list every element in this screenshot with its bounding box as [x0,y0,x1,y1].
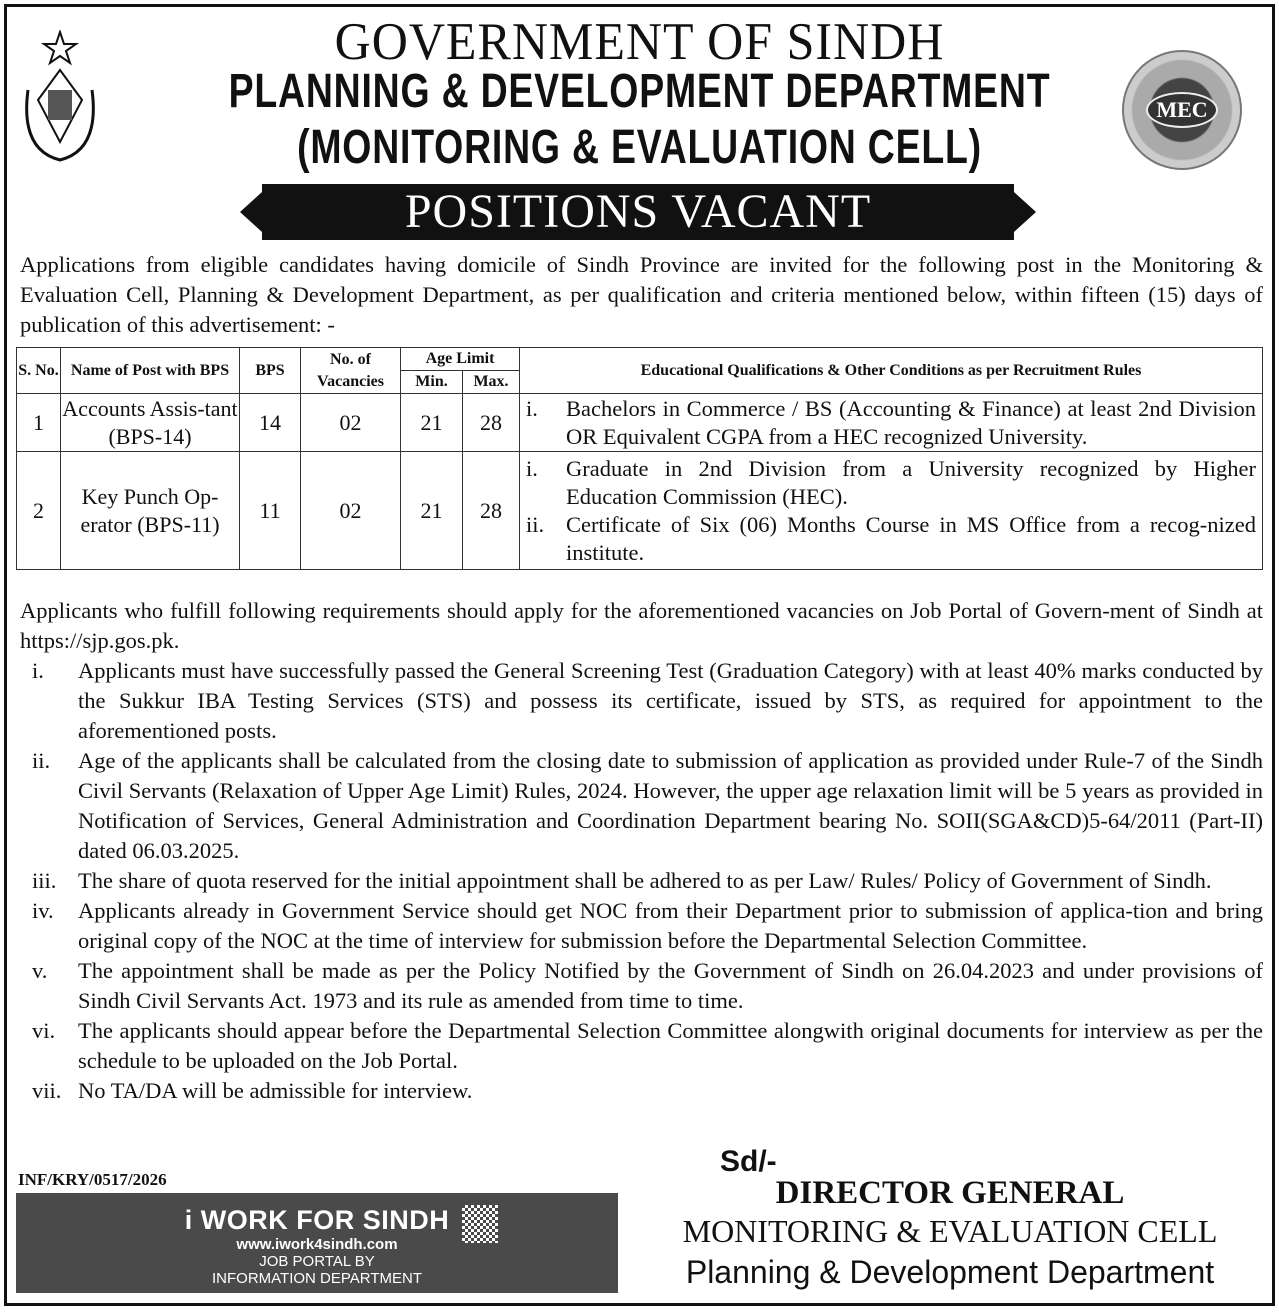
signature-org: MONITORING & EVALUATION CELL [682,1213,1218,1249]
header-cell: (MONITORING & EVALUATION CELL) [297,121,982,174]
header-name: Name of Post with BPS [61,348,240,394]
header-age: Age Limit [401,348,520,371]
item-text: Applicants must have successfully passed the General Screening Test (Graduation Category) with at least 40% marks conducted by the Sukkur IBA Testing Services (STS) and possess its certificate, issued by STS, as required for appointment to the aforementioned posts. [78,658,1263,743]
requirement-item [20,896,1263,956]
header-sno: S. No. [17,348,61,394]
cell-bps: 14 [240,394,301,452]
footer-line1: JOB PORTAL BY [259,1253,375,1270]
qr-code-icon [462,1205,498,1243]
qualification-item [520,511,1262,567]
item-number: i. [32,658,44,683]
item-text: No TA/DA will be admissible for interview. [78,1078,473,1103]
item-text: Graduate in 2nd Division from a University recognized by Higher Education Commission (HEC). [566,455,1256,509]
requirement-item [20,956,1263,1016]
cell-bps: 11 [240,452,301,570]
footer-title: i WORK FOR SINDH [184,1205,450,1235]
cell-min: 21 [401,394,463,452]
item-number: vii. [32,1078,62,1103]
cell-min: 21 [401,452,463,570]
signature-sd: Sd/- [720,1145,777,1178]
item-text: Applicants already in Government Service should get NOC from their Department prior to submission of applica-tion and bring original copy of the NOC at the time of interview for submission before the Departmental Selection Committee. [78,898,1263,953]
item-number: ii. [526,511,545,537]
footer-url: www.iwork4sindh.com [236,1236,398,1253]
cell-max: 28 [463,452,520,570]
positions-vacant-banner: POSITIONS VACANT [262,184,1014,240]
qualification-item [520,395,1262,451]
intro-paragraph: Applications from eligible candidates having domicile of Sindh Province are invited for the following post in the Monitoring & Evaluation Cell, Planning & Development Department, as per qualification and criteria mentioned below, within fifteen (15) days of publication of this advertisement: - [20,252,1263,337]
header-department: PLANNING & DEVELOPMENT DEPARTMENT [228,65,1051,118]
item-number: i. [526,455,538,481]
reference-number: INF/KRY/0517/2026 [18,1170,167,1189]
item-number: i. [526,395,538,421]
header-edu: Educational Qualifications & Other Conditions as per Recruitment Rules [520,348,1263,394]
item-number: iii. [32,868,57,893]
item-number: ii. [32,748,51,773]
requirements-list [20,656,1263,1106]
item-text: Age of the applicants shall be calculated from the closing date to submission of application as provided under Rule-7 of the Sindh Civil Servants (Relaxation of Upper Age Limit) Rules, 2024. However, the upper age relaxation limit will be 5 years as provided in Notification of Services, General Administration and Coordination Department bearing No. SOII(SGA&CD)5-64/2011 (Part-II) dated 06.03.2025. [78,748,1263,863]
header-max: Max. [463,371,520,394]
header-government: GOVERNMENT OF SINDH [334,11,945,71]
vacancies-table [16,347,1263,570]
requirement-item [20,1076,1263,1106]
qualification-item [520,455,1262,511]
iwork-for-sindh-banner [16,1193,618,1293]
requirement-item [20,656,1263,746]
cell-edu [520,452,1263,570]
item-text: The applicants should appear before the Departmental Selection Committee alongwith original documents for interview as per the schedule to be uploaded on the Job Portal. [78,1018,1263,1073]
requirement-item [20,746,1263,866]
header-min: Min. [401,371,463,394]
item-text: Bachelors in Commerce / BS (Accounting & Finance) at least 2nd Division OR Equivalent CGPA from a HEC recognized University. [566,395,1256,449]
item-text: The appointment shall be made as per the Policy Notified by the Government of Sindh on 26.04.2023 and under provisions of Sindh Civil Servants Act. 1973 and its rule as amended from time to time. [78,958,1263,1013]
signature-dept: Planning & Development Department [685,1254,1215,1290]
cell-vacancies: 02 [301,452,401,570]
cell-name: Key Punch Op-erator (BPS-11) [61,452,240,570]
item-text: Certificate of Six (06) Months Course in MS Office from a recog-nized institute. [566,511,1256,565]
table-row [17,452,1263,570]
item-number: iv. [32,898,54,923]
mec-logo: MEC [1122,50,1242,170]
signature-title: DIRECTOR GENERAL [775,1175,1125,1211]
requirements-intro: Applicants who fulfill following requirements should apply for the aforementioned vacancies on Job Portal of Govern-ment of Sindh at https://sjp.gos.pk. [20,598,1263,653]
header-bps: BPS [240,348,301,394]
requirement-item [20,866,1263,896]
cell-edu [520,394,1263,452]
requirement-item [20,1016,1263,1076]
item-text: The share of quota reserved for the initial appointment shall be adhered to as per Law/ Rules/ Policy of Government of Sindh. [78,868,1212,893]
cell-max: 28 [463,394,520,452]
cell-sno: 2 [17,452,61,570]
cell-sno: 1 [17,394,61,452]
header-vacancies: No. of Vacancies [301,348,401,394]
table-row [17,394,1263,452]
cell-vacancies: 02 [301,394,401,452]
item-number: vi. [32,1018,56,1043]
footer-line2: INFORMATION DEPARTMENT [212,1270,422,1287]
cell-name: Accounts Assis-tant (BPS-14) [61,394,240,452]
item-number: v. [32,958,48,983]
